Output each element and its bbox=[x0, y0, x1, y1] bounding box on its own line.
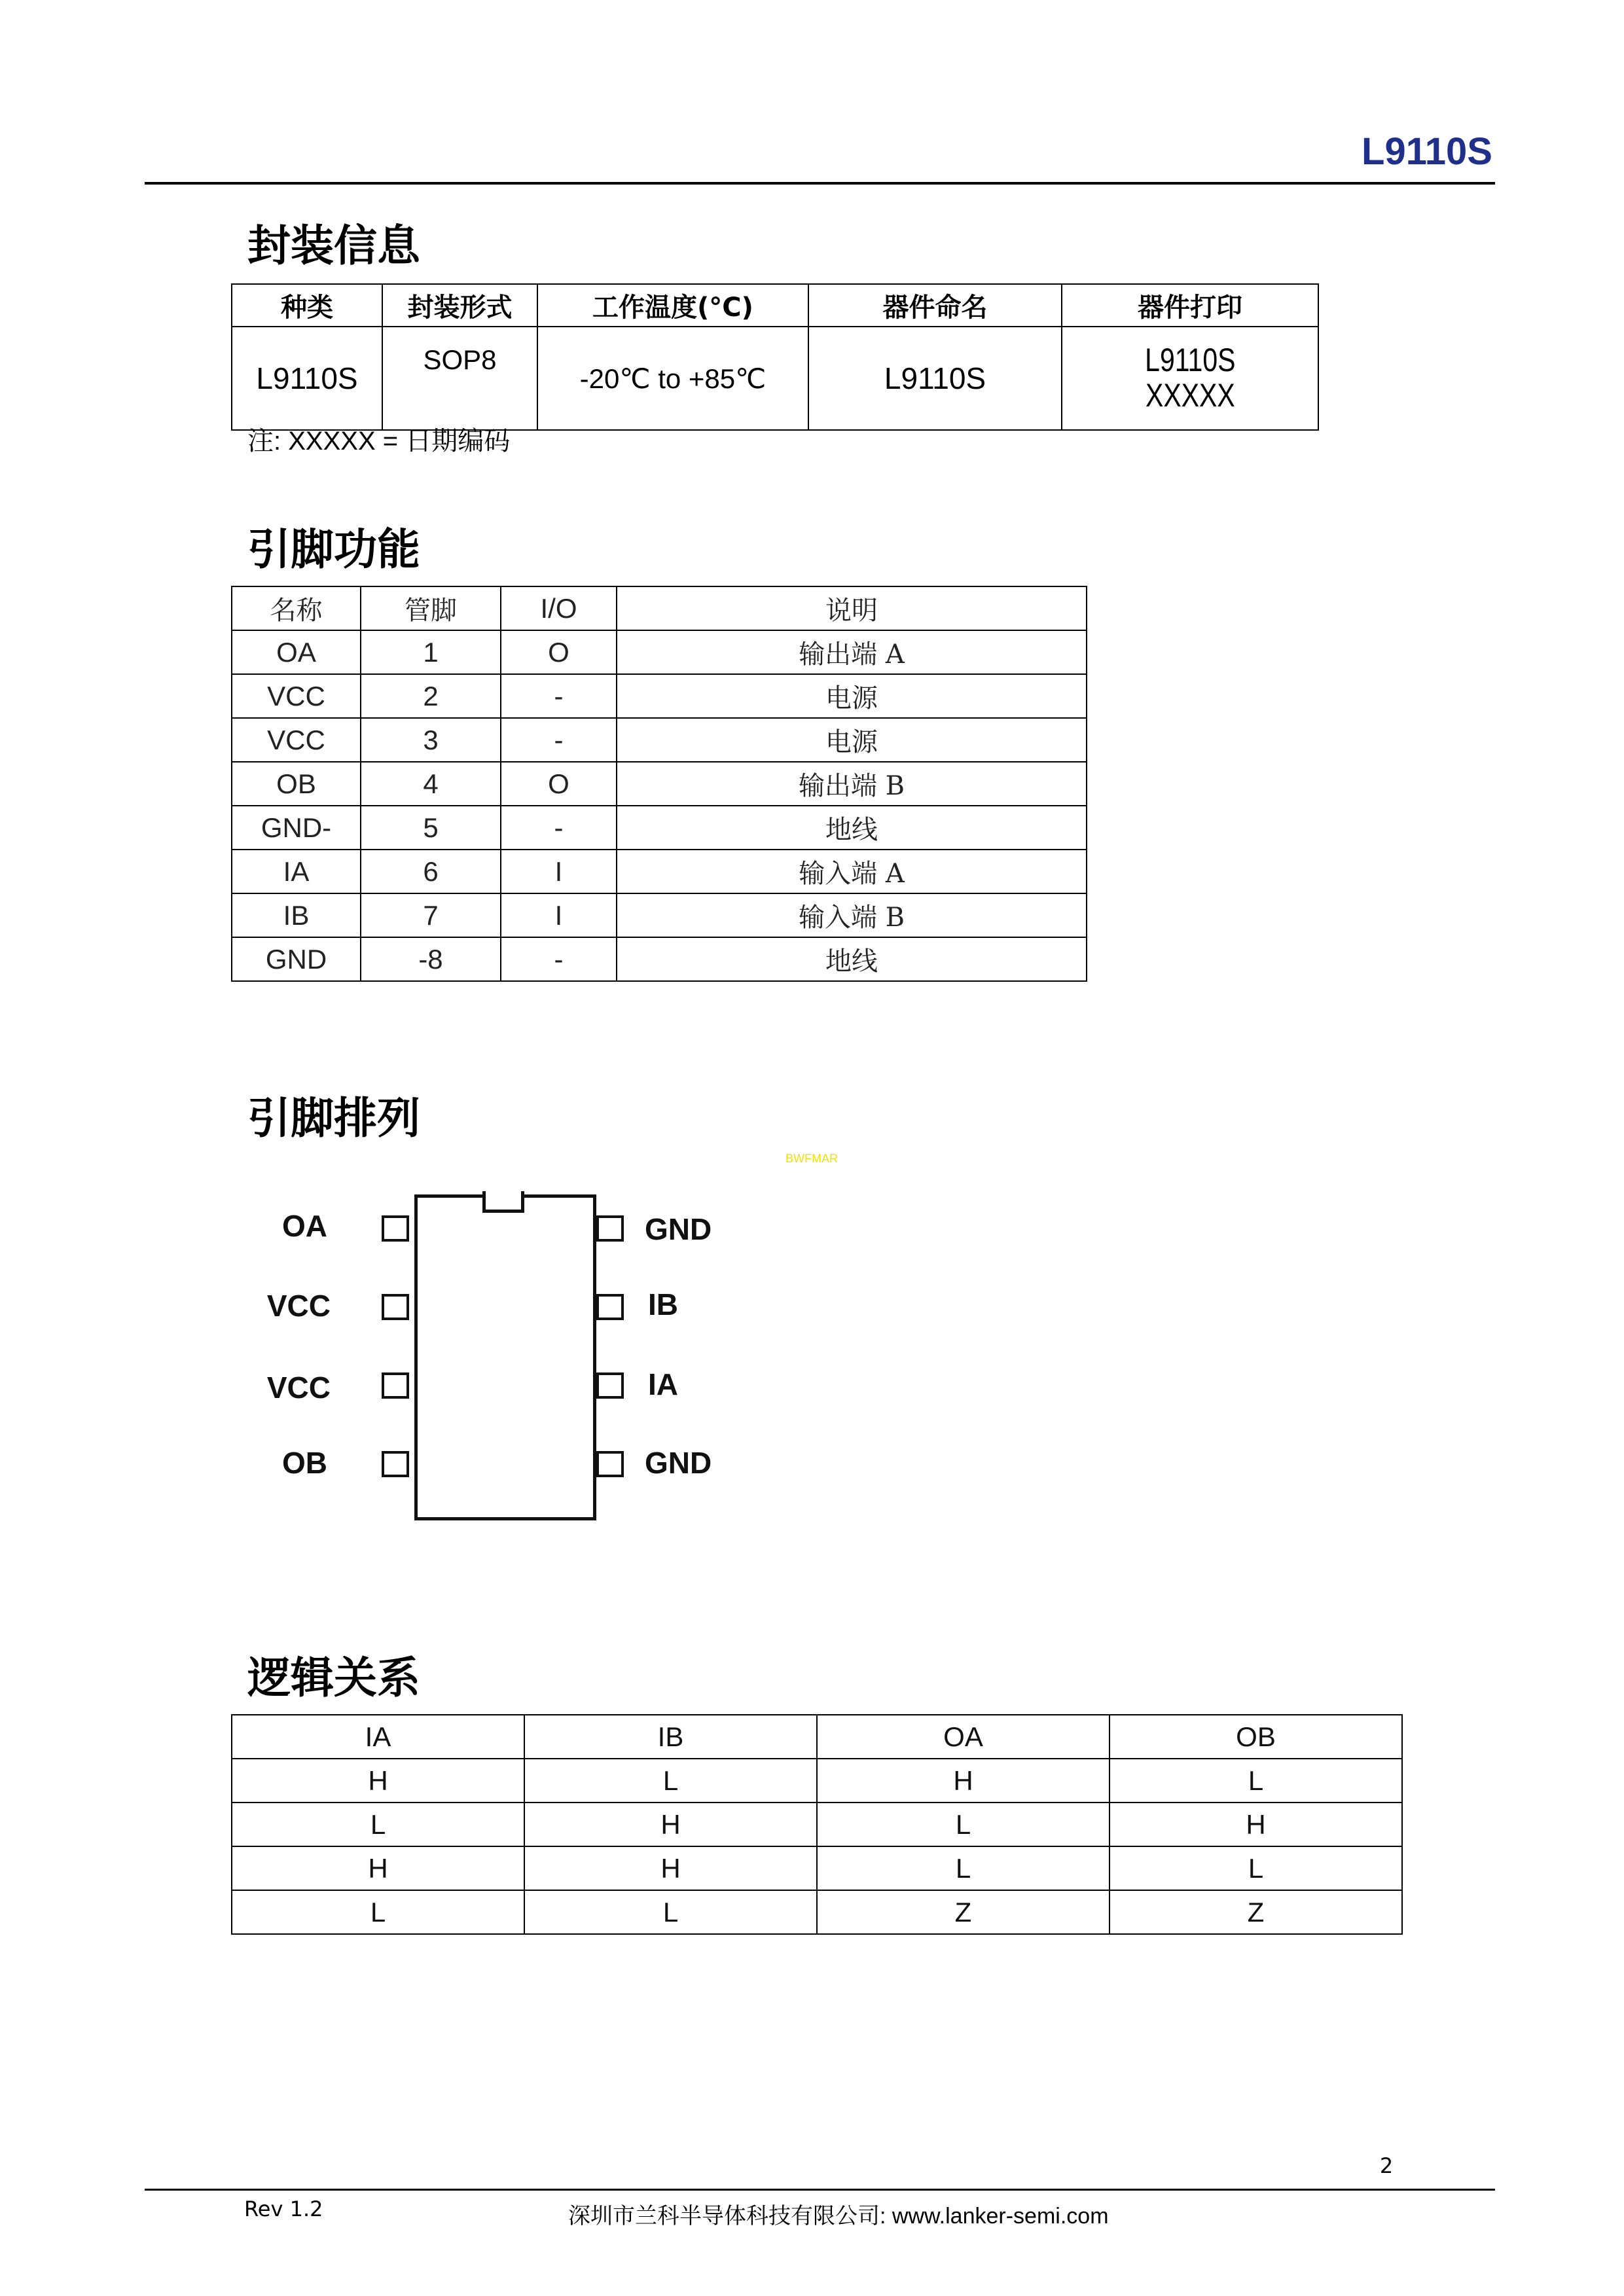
header-divider bbox=[145, 182, 1495, 185]
pin-table-header bbox=[232, 586, 1087, 630]
table-row bbox=[232, 937, 1087, 981]
company-line bbox=[568, 2198, 1109, 2230]
table-row bbox=[232, 762, 1087, 806]
marking-line-1: L9110S bbox=[1144, 342, 1236, 378]
table-cell: L bbox=[232, 1803, 524, 1846]
table-cell: H bbox=[1110, 1803, 1402, 1846]
pin-pad-8 bbox=[596, 1215, 624, 1242]
table-cell: H bbox=[232, 1846, 524, 1890]
table-row bbox=[232, 1846, 1402, 1890]
pin-label-left: OB bbox=[282, 1446, 327, 1480]
section-title-logic: 逻辑关系 bbox=[247, 1653, 420, 1703]
pin-label-left: VCC bbox=[266, 1289, 331, 1323]
marking-line-2: XXXXX bbox=[1145, 377, 1235, 414]
page-number: 2 bbox=[1379, 2153, 1394, 2178]
table-cell: 1 bbox=[361, 630, 501, 674]
table-cell: 5 bbox=[361, 806, 501, 850]
note-prefix: 注 bbox=[247, 426, 274, 456]
table-cell: L bbox=[817, 1803, 1110, 1846]
table-cell: - bbox=[501, 937, 617, 981]
pin-pad-7 bbox=[596, 1294, 624, 1320]
table-cell: Z bbox=[817, 1890, 1110, 1934]
note-meaning: 日期编码 bbox=[405, 426, 511, 456]
header-cell: 说明 bbox=[617, 586, 1087, 630]
revision: Rev 1.2 bbox=[244, 2197, 323, 2221]
table-cell: I bbox=[501, 850, 617, 893]
pin-label-left: OA bbox=[282, 1209, 327, 1243]
ic-package-body bbox=[414, 1194, 596, 1520]
pin-pad-6 bbox=[596, 1372, 624, 1399]
table-cell: L bbox=[232, 1890, 524, 1934]
table-row bbox=[232, 630, 1087, 674]
table-cell: Z bbox=[1110, 1890, 1402, 1934]
table-row bbox=[232, 893, 1087, 937]
header-cell: IA bbox=[232, 1715, 524, 1759]
pin-label-right: GND bbox=[645, 1446, 712, 1480]
section-title-package: 封装信息 bbox=[247, 221, 420, 271]
table-cell: - bbox=[501, 718, 617, 762]
header-cell: 名称 bbox=[232, 586, 361, 630]
header-cell: OA bbox=[817, 1715, 1110, 1759]
pin-pad-1 bbox=[382, 1215, 409, 1242]
table-cell: H bbox=[232, 1759, 524, 1803]
table-cell: L bbox=[524, 1759, 817, 1803]
header-cell: 管脚 bbox=[361, 586, 501, 630]
table-cell: 地线 bbox=[617, 937, 1087, 981]
pin-pad-5 bbox=[596, 1451, 624, 1477]
table-cell: 2 bbox=[361, 674, 501, 718]
table-cell: 3 bbox=[361, 718, 501, 762]
header-cell: 器件命名 bbox=[808, 284, 1062, 327]
table-cell: L9110S bbox=[808, 327, 1062, 430]
table-cell: H bbox=[524, 1846, 817, 1890]
table-row bbox=[232, 1803, 1402, 1846]
table-cell: L bbox=[524, 1890, 817, 1934]
table-cell: - bbox=[501, 806, 617, 850]
table-cell: 输出端 B bbox=[617, 762, 1087, 806]
package-table-header bbox=[232, 284, 1318, 327]
table-cell: - bbox=[501, 674, 617, 718]
note-text: : XXXXX = bbox=[274, 427, 406, 456]
device-marking bbox=[1062, 327, 1318, 430]
ic-notch bbox=[482, 1191, 524, 1213]
table-cell: 输入端 B bbox=[617, 893, 1087, 937]
table-cell: 4 bbox=[361, 762, 501, 806]
section-title-pin-function: 引脚功能 bbox=[247, 524, 420, 575]
table-cell: -20℃ to +85℃ bbox=[537, 327, 808, 430]
table-cell: O bbox=[501, 630, 617, 674]
table-cell: 输入端 A bbox=[617, 850, 1087, 893]
header-cell: IB bbox=[524, 1715, 817, 1759]
table-cell: 电源 bbox=[617, 718, 1087, 762]
table-row bbox=[232, 718, 1087, 762]
pin-pad-4 bbox=[382, 1451, 409, 1477]
table-row bbox=[232, 806, 1087, 850]
header-cell: 器件打印 bbox=[1062, 284, 1318, 327]
footer-divider bbox=[145, 2189, 1495, 2191]
watermark: BWFMAR bbox=[785, 1152, 838, 1165]
table-cell: H bbox=[524, 1803, 817, 1846]
company-name: 深圳市兰科半导体科技有限公司 bbox=[568, 2203, 880, 2229]
package-table-row bbox=[232, 327, 1318, 430]
pin-label-right: IA bbox=[648, 1367, 678, 1401]
table-row bbox=[232, 850, 1087, 893]
logic-table-header bbox=[232, 1715, 1402, 1759]
pin-label-right: IB bbox=[648, 1287, 678, 1321]
table-row bbox=[232, 1890, 1402, 1934]
table-cell: -8 bbox=[361, 937, 501, 981]
table-cell: L bbox=[1110, 1846, 1402, 1890]
table-cell: GND bbox=[232, 937, 361, 981]
company-website[interactable]: : www.lanker-semi.com bbox=[880, 2204, 1109, 2229]
table-cell: O bbox=[501, 762, 617, 806]
pin-pad-3 bbox=[382, 1372, 409, 1399]
table-cell: L bbox=[1110, 1759, 1402, 1803]
header-cell: I/O bbox=[501, 586, 617, 630]
package-table bbox=[231, 283, 1319, 431]
table-cell: H bbox=[817, 1759, 1110, 1803]
table-cell: OA bbox=[232, 630, 361, 674]
table-cell: GND- bbox=[232, 806, 361, 850]
section-title-pin-arrangement: 引脚排列 bbox=[247, 1093, 420, 1143]
table-cell: 7 bbox=[361, 893, 501, 937]
package-note bbox=[247, 420, 510, 457]
table-cell: 输出端 A bbox=[617, 630, 1087, 674]
table-cell: VCC bbox=[232, 718, 361, 762]
header-cell: 种类 bbox=[232, 284, 382, 327]
pin-function-table bbox=[231, 586, 1087, 982]
part-number: L9110S bbox=[1362, 130, 1492, 173]
table-cell: IA bbox=[232, 850, 361, 893]
table-cell: L9110S bbox=[232, 327, 382, 430]
table-cell: 地线 bbox=[617, 806, 1087, 850]
pin-pad-2 bbox=[382, 1294, 409, 1320]
header-cell: 工作温度(°C) bbox=[537, 284, 808, 327]
table-cell: I bbox=[501, 893, 617, 937]
header-cell: OB bbox=[1110, 1715, 1402, 1759]
logic-table bbox=[231, 1714, 1403, 1935]
table-row bbox=[232, 1759, 1402, 1803]
table-cell: 电源 bbox=[617, 674, 1087, 718]
table-cell: SOP8 bbox=[382, 327, 537, 430]
table-cell: L bbox=[817, 1846, 1110, 1890]
pin-label-right: GND bbox=[645, 1212, 712, 1246]
header-cell: 封装形式 bbox=[382, 284, 537, 327]
pin-label-left: VCC bbox=[266, 1371, 331, 1405]
table-cell: IB bbox=[232, 893, 361, 937]
table-cell: 6 bbox=[361, 850, 501, 893]
table-cell: VCC bbox=[232, 674, 361, 718]
table-cell: OB bbox=[232, 762, 361, 806]
table-row bbox=[232, 674, 1087, 718]
